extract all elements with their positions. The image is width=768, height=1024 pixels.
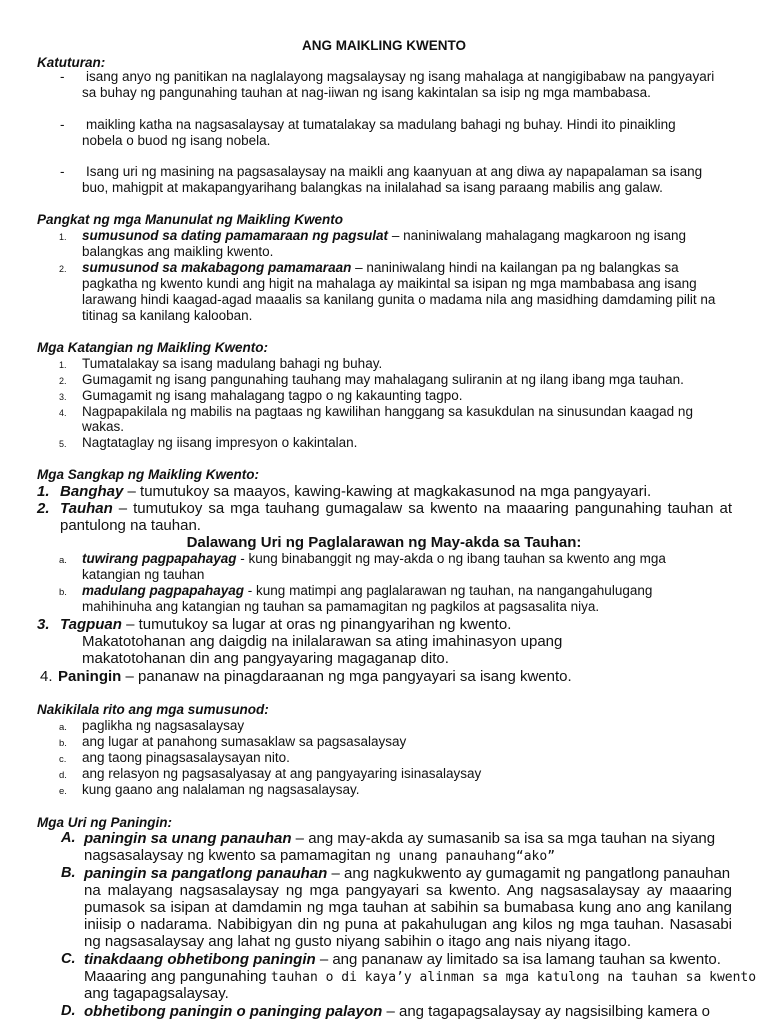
uri-madula-line-2: mahihinuha ang katangian ng tauhan sa pamamagitan ng pagkilos at pagsasalita niya. bbox=[82, 599, 600, 614]
paningin-b-line-1 bbox=[84, 865, 730, 882]
term: sumusunod sa makabagong pamamaraan bbox=[82, 260, 352, 275]
katuturan-item-1-line-2: sa buhay ng pangunahing tauhan at nag-iiwan ng isang kakintalan sa isip ng mga mambabasa. bbox=[82, 85, 651, 100]
sangkap-tagpuan-line-3: makatotohanan din ang pangyayaring magaganap dito. bbox=[82, 650, 449, 667]
definition: - kung matimpi ang paglalarawan ng tauhan, na nangangahulugang bbox=[244, 583, 653, 598]
list-letter: a. bbox=[59, 722, 67, 733]
definition: – tumutukoy sa maayos, kawing-kawing at magkakasunod na mga pangyayari. bbox=[123, 483, 652, 500]
sangkap-heading: Mga Sangkap ng Maikling Kwento: bbox=[37, 467, 260, 482]
definition-part: nagsasalaysay ng kwento sa pamamagitan bbox=[84, 847, 376, 864]
dalawang-uri-heading: Dalawang Uri ng Paglalarawan ng May-akda sa Tauhan: bbox=[186, 534, 582, 551]
pangkat-item-1-line-1 bbox=[82, 228, 686, 244]
list-letter: C. bbox=[61, 951, 76, 967]
katangian-item-4-line-1: Nagpapakilala ng mabilis na pagtaas ng kawilihan hanggang sa kasukdulan na sinusundan kaagad ng bbox=[82, 404, 693, 419]
list-letter: a. bbox=[59, 555, 67, 566]
page-title: ANG MAIKLING KWENTO bbox=[302, 38, 466, 53]
list-number: 5. bbox=[59, 439, 67, 449]
katangian-item-1: Tumatalakay sa isang madulang bahagi ng buhay. bbox=[82, 356, 383, 371]
sangkap-paningin bbox=[58, 668, 572, 685]
list-letter: b. bbox=[59, 738, 67, 749]
term: Tagpuan bbox=[60, 616, 122, 633]
term: paningin sa unang panauhan bbox=[84, 830, 292, 847]
definition: – pananaw na pinagdaraanan ng mga pangyayari sa isang kwento. bbox=[121, 668, 572, 685]
definition: – naniniwalang mahalagang magkaroon ng isang bbox=[388, 228, 687, 243]
sangkap-tauhan-line-1 bbox=[60, 500, 732, 517]
definition: – ang tagapagsalaysay ay nagsisilbing kamera o bbox=[382, 1003, 711, 1020]
term: Paningin bbox=[58, 668, 122, 685]
paningin-c-line-3: ang tagapagsalaysay. bbox=[84, 985, 229, 1002]
definition-part: ng unang panauhang“ako” bbox=[375, 849, 556, 864]
list-number: 3. bbox=[37, 616, 50, 633]
paningin-c-line-1 bbox=[84, 951, 721, 968]
paningin-b-line-4: iniisip o nadarama. Nabibigyan din ng puna at pakahulugan ang kilos ng mga tauhan. Nasasabi bbox=[84, 916, 732, 933]
pangkat-item-2-line-4: titinag sa kanilang kalooban. bbox=[82, 308, 253, 323]
paningin-a-line-1 bbox=[84, 830, 715, 847]
nakikilala-item: ang relasyon ng pagsasalyasay at ang pangyayaring isinasalaysay bbox=[82, 766, 482, 781]
list-number: 2. bbox=[37, 500, 50, 517]
bullet-dash: - bbox=[60, 117, 65, 132]
list-number: 3. bbox=[59, 392, 67, 402]
uri-tuwiran-line-2: katangian ng tauhan bbox=[82, 567, 205, 582]
nakikilala-heading: Nakikilala rito ang mga sumusunod: bbox=[37, 702, 269, 717]
sangkap-banghay bbox=[60, 483, 651, 500]
katangian-item-3: Gumagamit ng isang mahalagang tagpo o ng kakaunting tagpo. bbox=[82, 388, 463, 403]
list-letter: c. bbox=[59, 754, 67, 765]
katangian-item-5: Nagtataglay ng iisang impresyon o kakintalan. bbox=[82, 435, 358, 450]
term: Tauhan bbox=[60, 500, 113, 517]
paningin-c-line-2 bbox=[84, 968, 756, 986]
paningin-b-line-5: ng nagsasalaysay ang lahat ng gusto niyang sabihin o itago ang nais niyang itago. bbox=[84, 933, 632, 950]
term: tuwirang pagpapahayag bbox=[82, 551, 237, 566]
definition: – ang pananaw ay limitado sa isa lamang tauhan sa kwento. bbox=[315, 951, 721, 968]
uri-tuwiran-line-1 bbox=[82, 551, 666, 567]
bullet-dash: - bbox=[60, 69, 65, 84]
katangian-heading: Mga Katangian ng Maikling Kwento: bbox=[37, 340, 269, 355]
katuturan-item-2-line-1: maikling katha na nagsasalaysay at tumatalakay sa madulang bahagi ng buhay. Hindi ito pinaikling bbox=[86, 117, 676, 132]
nakikilala-item: paglikha ng nagsasalaysay bbox=[82, 718, 245, 733]
uri-madula-line-1 bbox=[82, 583, 652, 599]
list-number: 4. bbox=[40, 668, 53, 685]
pangkat-item-1-line-2: balangkas ang maikling kwento. bbox=[82, 244, 274, 259]
list-letter: D. bbox=[61, 1003, 76, 1019]
definition: - kung binabanggit ng may-akda o ng ibang tauhan sa kwento ang mga bbox=[236, 551, 666, 566]
nakikilala-item: ang taong pinagsasalaysayan nito. bbox=[82, 750, 290, 765]
list-letter: A. bbox=[61, 830, 76, 846]
katuturan-item-2-line-2: nobela o buod ng isang nobela. bbox=[82, 133, 271, 148]
definition: – naniniwalang hindi na kailangan pa ng balangkas sa bbox=[351, 260, 679, 275]
paningin-b-line-3: pumasok sa isipan at damdamin ng mga tauhan at sabihin sa bumabasa kung ano ang kanilang bbox=[84, 899, 732, 916]
list-number: 1. bbox=[59, 360, 67, 370]
list-number: 1. bbox=[37, 483, 50, 500]
definition: – ang may-akda ay sumasanib sa isa sa mga tauhan na siyang bbox=[291, 830, 716, 847]
pangkat-heading: Pangkat ng mga Manunulat ng Maikling Kwento bbox=[37, 212, 344, 227]
term: sumusunod sa dating pamamaraan ng pagsulat bbox=[82, 228, 389, 243]
pangkat-item-2-line-1 bbox=[82, 260, 679, 276]
definition: – tumutukoy sa mga tauhang gumagalaw sa kwento na maaaring pangunahing tauhan at bbox=[112, 500, 732, 517]
katuturan-item-3-line-2: buo, mahigpit at makapangyarihang balangkas na inilalahad sa isang paraang mabilis ang galaw. bbox=[82, 180, 663, 195]
list-number: 1. bbox=[59, 232, 67, 242]
list-number: 4. bbox=[59, 408, 67, 418]
sangkap-tagpuan-line-2: Makatotohanan ang daigdig na inilalarawan sa ating imahinasyon upang bbox=[82, 633, 563, 650]
term: obhetibong paningin o paninging palayon bbox=[84, 1003, 383, 1020]
bullet-dash: - bbox=[60, 164, 65, 179]
katangian-item-2: Gumagamit ng isang pangunahing tauhang may mahalagang suliranin at ng ilang ibang mga tauhan. bbox=[82, 372, 684, 387]
katuturan-item-1-line-1: isang anyo ng panitikan na naglalayong magsalaysay ng isang mahalaga at nangigibabaw na pangyayari bbox=[86, 69, 715, 84]
paningin-d-line-1 bbox=[84, 1003, 710, 1020]
list-number: 2. bbox=[59, 264, 67, 274]
definition: – ang nagkukwento ay gumagamit ng pangatlong panauhan bbox=[327, 865, 731, 882]
katuturan-heading: Katuturan: bbox=[37, 55, 106, 70]
pangkat-item-2-line-2: pagkatha ng kwento kundi ang higit na mahalaga ay maikintal sa isipan ng mga mambabasa ang isang bbox=[82, 276, 697, 291]
paningin-b-line-2: na malayang nagsasalaysay ng mga pangyayari sa kwento. Ang nagsasalaysay ay maaaring bbox=[84, 882, 732, 899]
list-letter: e. bbox=[59, 786, 67, 797]
katangian-item-4-line-2: wakas. bbox=[82, 419, 125, 434]
pangkat-item-2-line-3: larawang hindi kaagad-agad maaalis sa kanilang gunita o madama nila ang masidhing damdaming pilit na bbox=[82, 292, 716, 307]
list-letter: d. bbox=[59, 770, 67, 781]
list-number: 2. bbox=[59, 376, 67, 386]
definition: – tumutukoy sa lugar at oras ng pinangyarihan ng kwento. bbox=[121, 616, 512, 633]
katuturan-item-3-line-1: Isang uri ng masining na pagsasalaysay na maikli ang kaanyuan at ang diwa ay napapalaman sa isang bbox=[86, 164, 703, 179]
definition-part: Maaaring ang pangunahing bbox=[84, 968, 271, 985]
term: madulang pagpapahayag bbox=[82, 583, 245, 598]
list-letter: b. bbox=[59, 587, 67, 598]
paningin-a-line-2 bbox=[84, 847, 555, 865]
nakikilala-item: ang lugar at panahong sumasaklaw sa pagsasalaysay bbox=[82, 734, 407, 749]
definition-part: tauhan o di kaya’y alinman sa mga katulong na tauhan sa kwento bbox=[270, 970, 757, 985]
nakikilala-item: kung gaano ang nalalaman ng nagsasalaysay. bbox=[82, 782, 360, 797]
sangkap-tauhan-line-2: pantulong na tauhan. bbox=[60, 517, 201, 534]
term: paningin sa pangatlong panauhan bbox=[84, 865, 328, 882]
uri-paningin-heading: Mga Uri ng Paningin: bbox=[37, 815, 172, 830]
sangkap-tagpuan-line-1 bbox=[60, 616, 511, 633]
term: Banghay bbox=[60, 483, 124, 500]
list-letter: B. bbox=[61, 865, 76, 881]
term: tinakdaang obhetibong paningin bbox=[84, 951, 316, 968]
